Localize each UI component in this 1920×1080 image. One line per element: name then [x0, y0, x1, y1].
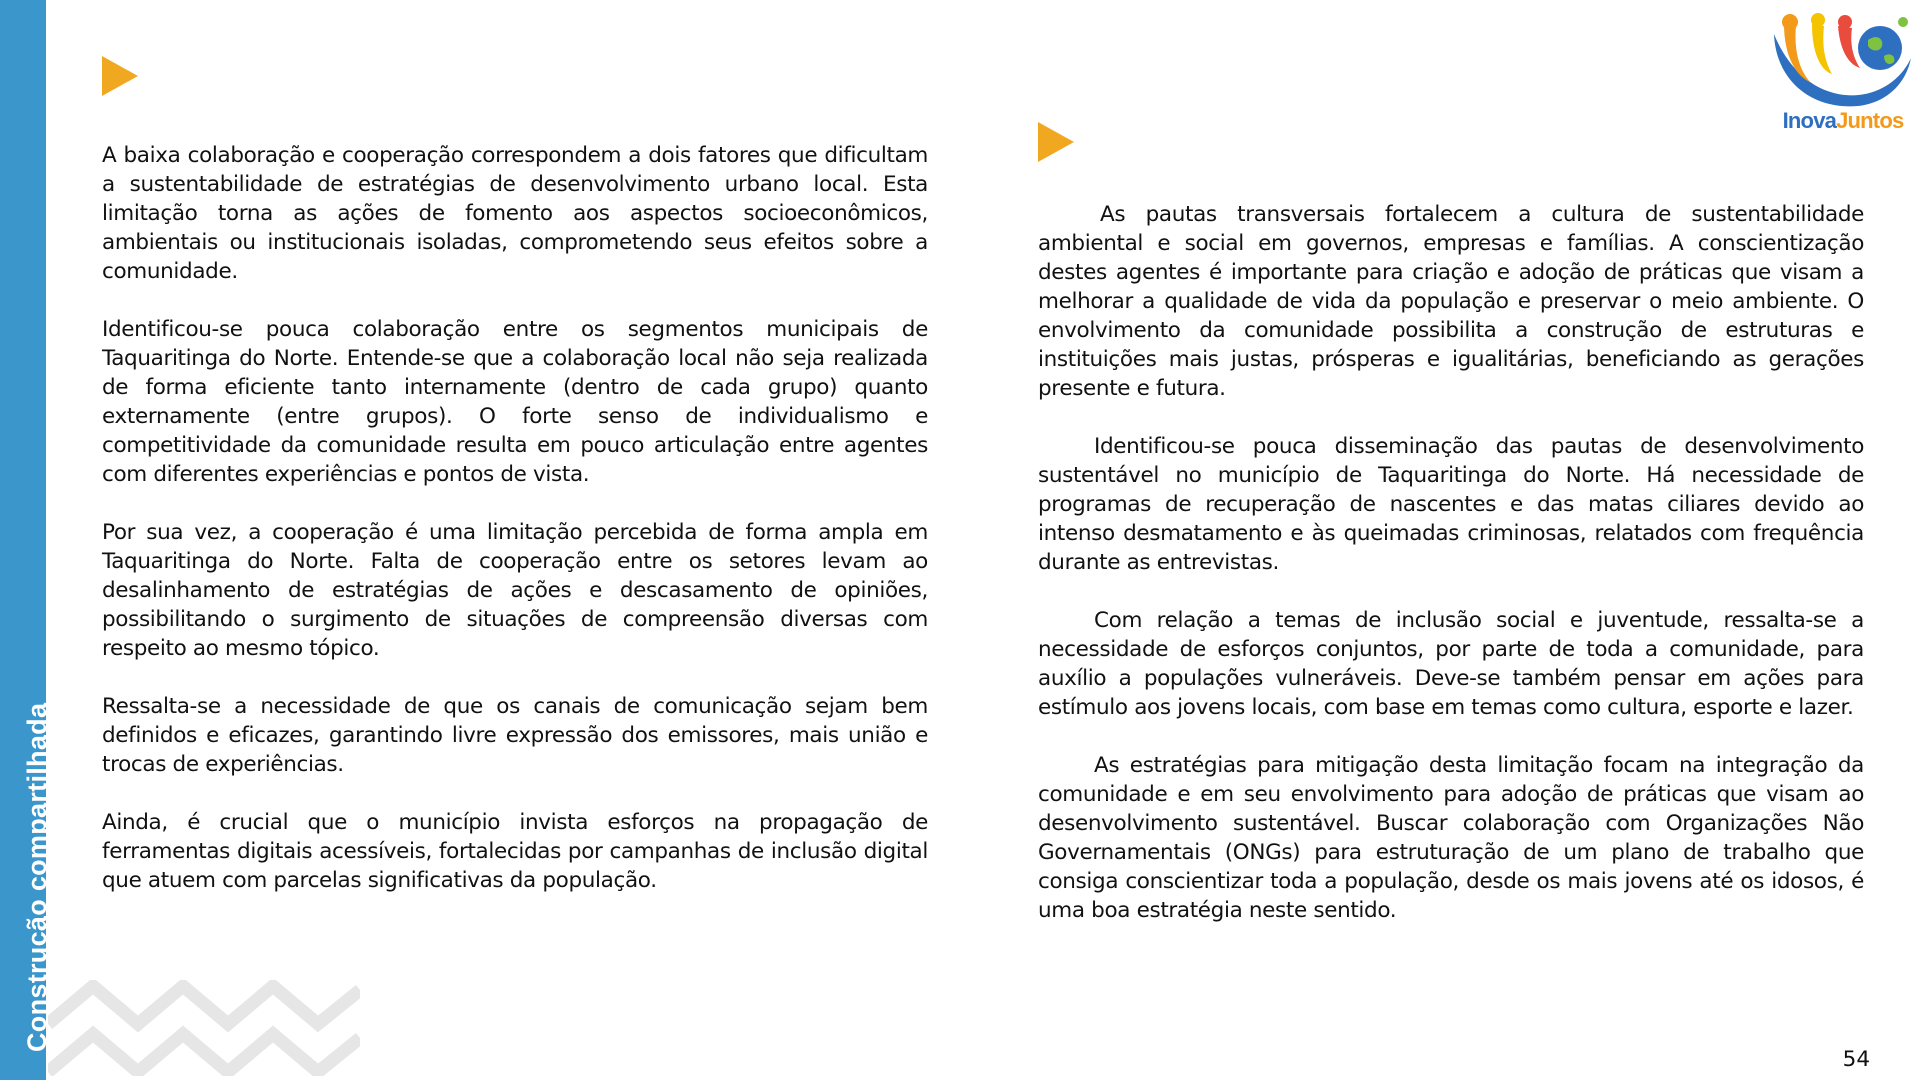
logo-text-part1: Inova — [1782, 108, 1837, 133]
paragraph: Ressalta-se a necessidade de que os canais de comunicação sejam bem definidos e eficazes, garantindo livre expressão dos emissores, mais união e trocas de experiências. — [102, 694, 928, 777]
sidebar-section-label: Construção compartilhada — [22, 702, 52, 1052]
left-text-column — [102, 141, 928, 924]
logo-wordmark — [1772, 108, 1914, 134]
paragraph: As pautas transversais fortalecem a cultura de sustentabilidade ambiental e social em governos, empresas e famílias. A conscientização destes agentes é importante para criação e adoção de práticas que visam a melhorar a qualidade de vida da população e preservar o meio ambiente. O envolvimento da comunidade possibilita a construção de estruturas e instituições mais justas, prósperas e igualitárias, beneficiando as gerações presente e futura. — [1038, 202, 1864, 401]
paragraph: Com relação a temas de inclusão social e juventude, ressalta-se a necessidade de esforços conjuntos, por parte de toda a comunidade, para auxílio a populações vulneráveis. Deve-se também pensar em ações para estímulo aos jovens locais, com base em temas como cultura, esporte e lazer. — [1038, 608, 1864, 720]
logo-text-part2: Juntos — [1836, 108, 1904, 133]
paragraph: Ainda, é crucial que o município invista esforços na propagação de ferramentas digitais acessíveis, fortalecidas por campanhas de inclusão digital que atuem com parcelas significativas da população. — [102, 810, 928, 893]
play-marker-icon — [1038, 122, 1074, 162]
sidebar — [0, 0, 52, 1080]
right-text-column — [1038, 200, 1864, 954]
play-marker-icon — [102, 56, 138, 96]
paragraph: Por sua vez, a cooperação é uma limitação percebida de forma ampla em Taquaritinga do Norte. Falta de cooperação entre os setores levam ao desalinhamento de estratégias de ações e descasamento de opiniões, possibilitando o surgimento de situações de compreensão diversas com respeito ao mesmo tópico. — [102, 520, 928, 661]
page-number: 54 — [1842, 1047, 1870, 1072]
paragraph: As estratégias para mitigação desta limitação focam na integração da comunidade e em seu envolvimento para adoção de práticas que visam ao desenvolvimento sustentável. Buscar colaboração com Organizações Não Governamentais (ONGs) para estruturação de um plano de trabalho que consiga conscientizar toda a população, desde os mais jovens até os idosos, é uma boa estratégia neste sentido. — [1038, 753, 1864, 923]
paragraph: Identificou-se pouca disseminação das pautas de desenvolvimento sustentável no município de Taquaritinga do Norte. Há necessidade de programas de recuperação de nascentes e das matas ciliares devido ao intenso desmatamento e às queimadas criminosas, relatados com frequência durante as entrevistas. — [1038, 434, 1864, 575]
paragraph: Identificou-se pouca colaboração entre os segmentos municipais de Taquaritinga do Norte. Entende-se que a colaboração local não seja realizada de forma eficiente tanto internamente (dentro de cada grupo) quanto externamente (entre grupos). O forte senso de individualismo e competitividade da comunidade resulta em pouco articulação entre agentes com diferentes experiências e pontos de vista. — [102, 317, 928, 487]
zigzag-decoration — [48, 980, 360, 1076]
paragraph: A baixa colaboração e cooperação correspondem a dois fatores que dificultam a sustentabilidade de estratégias de desenvolvimento urbano local. Esta limitação torna as ações de fomento aos aspectos socioeconômicos, ambientais ou institucionais isoladas, comprometendo seus efeitos sobre a comunidade. — [102, 143, 928, 284]
